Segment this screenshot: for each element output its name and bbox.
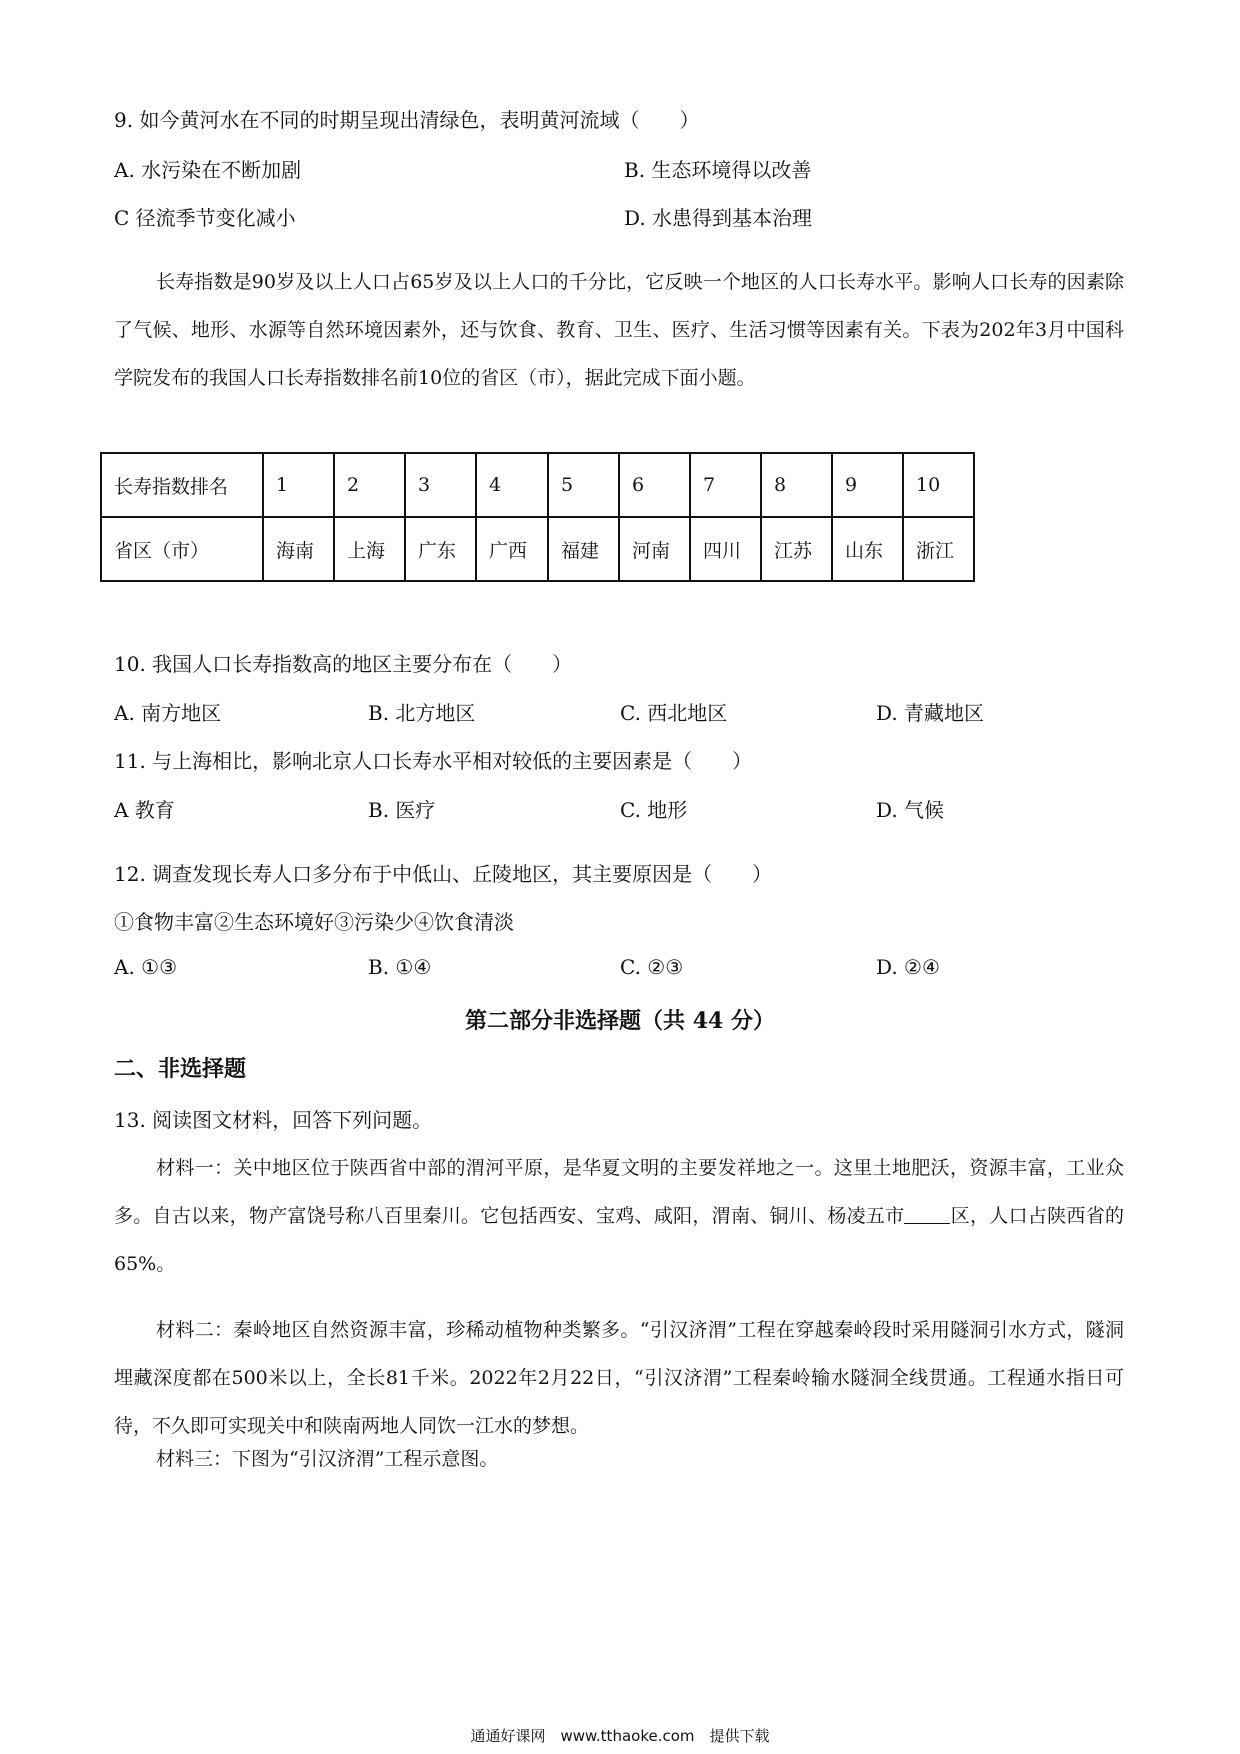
q13-material-1-tail: 区，人口占陕西省的65%。 [114,1205,1124,1275]
table-cell: 广东 [405,517,476,581]
table-cell: 四川 [690,517,761,581]
table-cell: 8 [761,453,832,517]
q12-option-c: C. ②③ [620,955,684,979]
table-cell: 山东 [832,517,903,581]
table-header-province: 省区（市） [101,517,263,581]
part2-heading: 二、非选择题 [114,1056,247,1082]
longevity-material: 长寿指数是90岁及以上人口占65岁及以上人口的千分比，它反映一个地区的人口长寿水平。影响人口长寿的因素除了气候、地形、水源等自然环境因素外，还与饮食、教育、卫生、医疗、生活习惯等因素有关。下表为202年3月中国科学院发布的我国人口长寿指数排名前10位的省区（市），据此完成下面小题。 [114,271,1124,389]
q10-option-c: C. 西北地区 [620,701,728,725]
table-cell: 5 [548,453,619,517]
table-cell: 10 [903,453,974,517]
table-cell: 福建 [548,517,619,581]
q11-option-b: B. 医疗 [368,798,436,822]
q9-option-d: D. 水患得到基本治理 [624,206,813,230]
q12-option-a: A. ①③ [114,955,178,979]
q11-option-a: A 教育 [114,798,175,822]
table-cell: 4 [476,453,548,517]
q9-stem: 9. 如今黄河水在不同的时期呈现出清绿色，表明黄河流域（ ） [114,108,700,132]
q10-stem: 10. 我国人口长寿指数高的地区主要分布在（ ） [114,652,573,676]
footer-watermark: 通通好课网 www.tthaoke.com 提供下载 [470,1727,770,1745]
table-row-rank [101,453,974,517]
q12-option-b: B. ①④ [368,955,432,979]
q9-option-a: A. 水污染在不断加剧 [114,158,302,182]
part2-title: 第二部分非选择题（共 44 分） [465,1008,775,1034]
q9-option-b: B. 生态环境得以改善 [624,158,812,182]
q13-material-1-text: 材料一：关中地区位于陕西省中部的渭河平原，是华夏文明的主要发祥地之一。这里土地肥沃，资源丰富，工业众多。自古以来，物产富饶号称八百里秦川。它包括西安、宝鸡、咸阳，渭南、铜川、杨凌五市 [114,1157,1124,1227]
table-header-rank: 长寿指数排名 [101,453,263,517]
q11-option-c: C. 地形 [620,798,688,822]
table-cell: 河南 [619,517,690,581]
q10-option-a: A. 南方地区 [114,701,222,725]
q11-option-d: D. 气候 [876,798,945,822]
q12-option-d: D. ②④ [876,955,940,979]
table-cell: 广西 [476,517,548,581]
q10-option-d: D. 青藏地区 [876,701,985,725]
table-cell: 3 [405,453,476,517]
q13-material-1 [114,1144,1124,1288]
table-row-province [101,517,974,581]
table-cell: 海南 [263,517,334,581]
q13-material-2: 材料二：秦岭地区自然资源丰富，珍稀动植物种类繁多。“引汉济渭”工程在穿越秦岭段时采用隧洞引水方式，隧洞埋藏深度都在500米以上，全长81千米。2022年2月22日，“引汉济渭”工程秦岭输水隧洞全线贯通。工程通水指日可待，不久即可实现关中和陕南两地人同饮一江水的梦想。 [114,1319,1124,1437]
q11-stem: 11. 与上海相比，影响北京人口长寿水平相对较低的主要因素是（ ） [114,749,753,773]
table-cell: 浙江 [903,517,974,581]
q10-option-b: B. 北方地区 [368,701,476,725]
fill-blank [904,1205,950,1224]
table-cell: 2 [334,453,405,517]
table-cell: 9 [832,453,903,517]
q12-choices: ①食物丰富②生态环境好③污染少④饮食清淡 [114,910,514,934]
table-cell: 上海 [334,517,405,581]
table-cell: 江苏 [761,517,832,581]
q12-stem: 12. 调查发现长寿人口多分布于中低山、丘陵地区，其主要原因是（ ） [114,862,773,886]
longevity-table [100,452,975,582]
table-cell: 7 [690,453,761,517]
table-cell: 6 [619,453,690,517]
q9-option-c: C 径流季节变化减小 [114,206,296,230]
q13-material-3: 材料三：下图为“引汉济渭”工程示意图。 [156,1448,499,1470]
table-cell: 1 [263,453,334,517]
q13-stem: 13. 阅读图文材料，回答下列问题。 [114,1108,433,1132]
